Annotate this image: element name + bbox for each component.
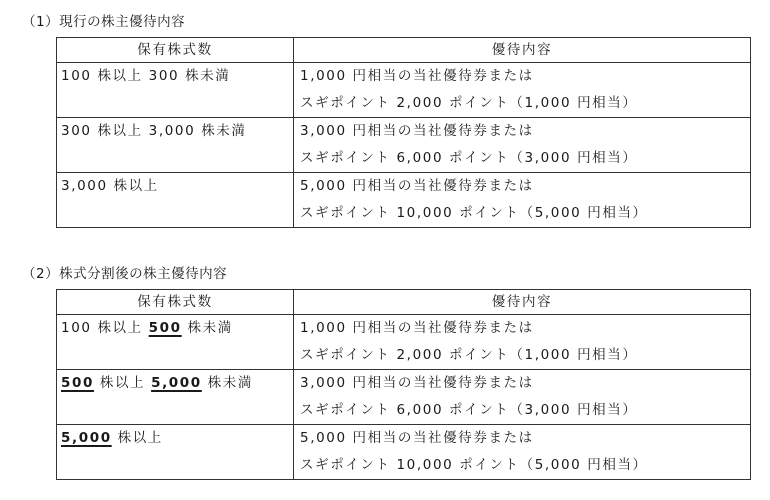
- shares-cell: 3,000 株以上: [57, 173, 294, 228]
- table-row: [57, 118, 751, 173]
- underlined-value: 500: [61, 375, 94, 391]
- underlined-value: 5,000: [151, 375, 202, 391]
- current-benefit-table: [56, 37, 751, 228]
- benefit-cell: 5,000 円相当の当社優待券または スギポイント 10,000 ポイント（5,000 円相当）: [294, 425, 751, 480]
- shares-cell: 100 株以上 500 株未満: [57, 315, 294, 370]
- section-1-title: （1）現行の株主優待内容: [22, 14, 186, 30]
- post-split-benefit-table: [56, 289, 751, 480]
- table-header-row: [57, 38, 751, 63]
- benefit-cell: 5,000 円相当の当社優待券または スギポイント 10,000 ポイント（5,000 円相当）: [294, 173, 751, 228]
- benefit-cell: 1,000 円相当の当社優待券または スギポイント 2,000 ポイント（1,000 円相当）: [294, 63, 751, 118]
- shares-cell: 500 株以上 5,000 株未満: [57, 370, 294, 425]
- underlined-value: 5,000: [61, 430, 112, 446]
- table-header-row: [57, 290, 751, 315]
- benefit-cell: 3,000 円相当の当社優待券または スギポイント 6,000 ポイント（3,000 円相当）: [294, 118, 751, 173]
- table-row: [57, 315, 751, 370]
- table-row: [57, 63, 751, 118]
- table-row: [57, 425, 751, 480]
- table-row: [57, 370, 751, 425]
- shares-cell: 300 株以上 3,000 株未満: [57, 118, 294, 173]
- header-benefit: 優待内容: [294, 290, 751, 315]
- benefit-cell: 1,000 円相当の当社優待券または スギポイント 2,000 ポイント（1,000 円相当）: [294, 315, 751, 370]
- shares-cell: 100 株以上 300 株未満: [57, 63, 294, 118]
- section-2-title: （2）株式分割後の株主優待内容: [22, 266, 228, 282]
- benefit-cell: 3,000 円相当の当社優待券または スギポイント 6,000 ポイント（3,000 円相当）: [294, 370, 751, 425]
- shares-cell: 5,000 株以上: [57, 425, 294, 480]
- header-shares: 保有株式数: [57, 290, 294, 315]
- header-shares: 保有株式数: [57, 38, 294, 63]
- table-row: [57, 173, 751, 228]
- underlined-value: 500: [148, 320, 182, 336]
- header-benefit: 優待内容: [294, 38, 751, 63]
